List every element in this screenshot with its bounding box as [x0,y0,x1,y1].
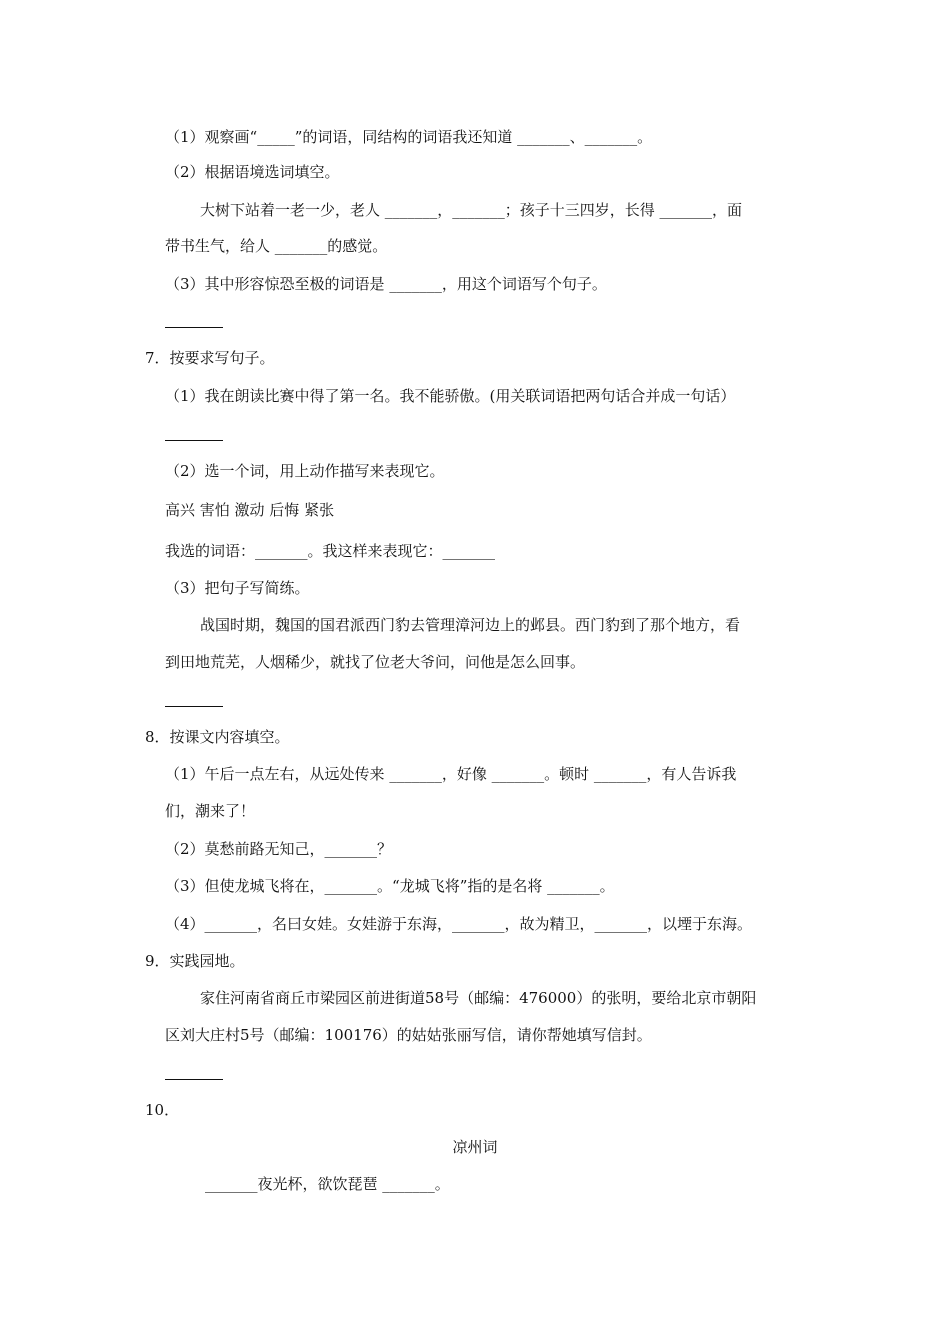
q7-part3-passage-line2: 到田地荒芜，人烟稀少，就找了位老大爷问，问他是怎么回事。 [165,653,586,671]
answer-blank-line [165,327,223,328]
q8-part2: （2）莫愁前路无知己，_______？ [165,840,393,858]
q8-part4: （4）_______，名曰女娃。女娃游于东海，_______，故为精卫，_______，以堙于东海。 [165,915,753,933]
q6-part2-passage-line2: 带书生气，给人 _______的感觉。 [165,237,388,255]
answer-blank-line [165,440,223,441]
poem-line1: _______夜光杯，欲饮琵琶 _______。 [205,1175,450,1193]
q7-word-choices: 高兴 害怕 激动 后悔 紧张 [165,501,335,519]
q8-part3: （3）但使龙城飞将在，_______。“龙城飞将”指的是名将 _______。 [165,877,615,895]
q8-part1-line1: （1）午后一点左右，从远处传来 _______，好像 _______。顿时 _______，有人告诉我 [165,765,737,783]
q7-part2: （2）选一个词，用上动作描写来表现它。 [165,462,445,480]
q6-part2-instruction: （2）根据语境选词填空。 [165,163,340,181]
q6-part1: （1）观察画“_____”的词语，同结构的词语我还知道 _______、_______。 [165,128,653,146]
answer-blank-line [165,706,223,707]
q7-part3-passage-line1: 战国时期，魏国的国君派西门豹去管理漳河边上的邺县。西门豹到了那个地方，看 [200,616,741,634]
q9-heading: 9．实践园地。 [145,952,245,970]
q7-part2-answer: 我选的词语：_______。我这样来表现它：_______ [165,542,496,560]
q7-heading: 7．按要求写句子。 [145,349,275,367]
q8-part1-line2: 们，潮来了！ [165,802,256,820]
q6-part3: （3）其中形容惊恐至极的词语是 _______，用这个词语写个句子。 [165,275,607,293]
answer-blank-line [165,1079,223,1080]
poem-title: 凉州词 [452,1138,498,1156]
q10-heading: 10． [145,1101,180,1119]
q7-part3: （3）把句子写简练。 [165,579,310,597]
q9-passage-line2: 区刘大庄村5号（邮编：100176）的姑姑张丽写信，请你帮她填写信封。 [165,1026,652,1044]
q6-part2-passage-line1: 大树下站着一老一少，老人 _______，_______；孩子十三四岁，长得 _______，面 [200,201,743,219]
q7-part1: （1）我在朗读比赛中得了第一名。我不能骄傲。(用关联词语把两句话合并成一句话） [165,387,736,405]
q8-heading: 8．按课文内容填空。 [145,728,290,746]
q9-passage-line1: 家住河南省商丘市梁园区前进街道58号（邮编：476000）的张明，要给北京市朝阳 [200,989,757,1007]
